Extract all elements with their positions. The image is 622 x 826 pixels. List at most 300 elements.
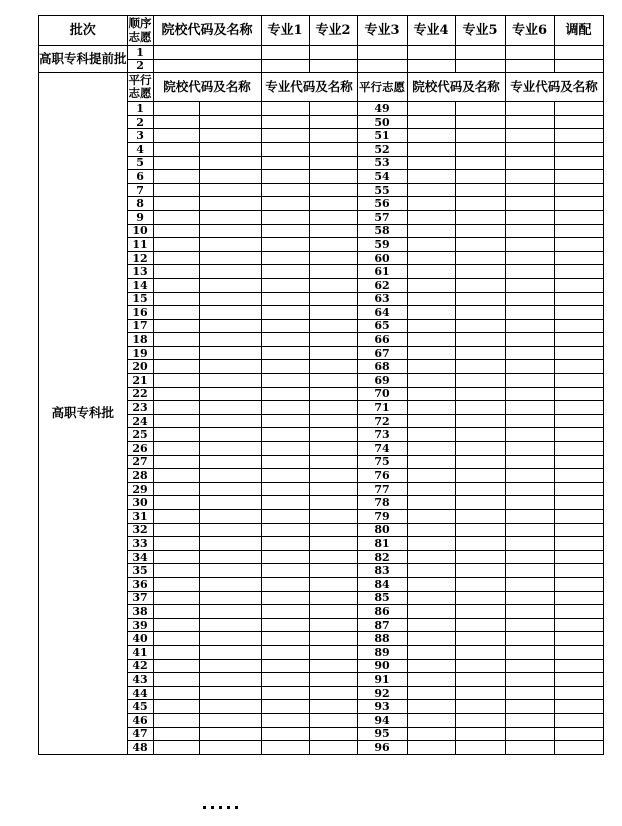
- left-major-name-cell[interactable]: [309, 673, 357, 687]
- right-school-name-cell[interactable]: [455, 469, 505, 483]
- right-school-name-cell[interactable]: [455, 401, 505, 415]
- left-major-code-cell[interactable]: [261, 387, 309, 401]
- right-school-code-cell[interactable]: [407, 374, 455, 388]
- right-school-code-cell[interactable]: [407, 605, 455, 619]
- advance-major-cell[interactable]: [309, 59, 357, 73]
- left-school-code-cell[interactable]: [153, 455, 199, 469]
- left-major-name-cell[interactable]: [309, 102, 357, 116]
- advance-major-cell[interactable]: [505, 59, 554, 73]
- left-major-name-cell[interactable]: [309, 387, 357, 401]
- right-school-name-cell[interactable]: [455, 741, 505, 755]
- left-school-name-cell[interactable]: [199, 278, 261, 292]
- left-school-name-cell[interactable]: [199, 238, 261, 252]
- right-school-name-cell[interactable]: [455, 727, 505, 741]
- right-major-name-cell[interactable]: [554, 550, 603, 564]
- right-school-name-cell[interactable]: [455, 537, 505, 551]
- left-school-code-cell[interactable]: [153, 197, 199, 211]
- left-major-name-cell[interactable]: [309, 360, 357, 374]
- left-major-code-cell[interactable]: [261, 142, 309, 156]
- right-major-name-cell[interactable]: [554, 673, 603, 687]
- right-school-code-cell[interactable]: [407, 686, 455, 700]
- left-major-name-cell[interactable]: [309, 129, 357, 143]
- right-school-name-cell[interactable]: [455, 442, 505, 456]
- left-school-code-cell[interactable]: [153, 713, 199, 727]
- left-school-name-cell[interactable]: [199, 442, 261, 456]
- left-school-code-cell[interactable]: [153, 496, 199, 510]
- left-major-code-cell[interactable]: [261, 727, 309, 741]
- left-major-code-cell[interactable]: [261, 102, 309, 116]
- right-major-code-cell[interactable]: [505, 741, 554, 755]
- left-major-name-cell[interactable]: [309, 401, 357, 415]
- right-major-name-cell[interactable]: [554, 537, 603, 551]
- left-school-name-cell[interactable]: [199, 387, 261, 401]
- right-school-name-cell[interactable]: [455, 319, 505, 333]
- left-school-name-cell[interactable]: [199, 401, 261, 415]
- left-school-code-cell[interactable]: [153, 251, 199, 265]
- right-major-code-cell[interactable]: [505, 496, 554, 510]
- left-major-code-cell[interactable]: [261, 659, 309, 673]
- left-school-name-cell[interactable]: [199, 550, 261, 564]
- left-school-code-cell[interactable]: [153, 387, 199, 401]
- right-major-name-cell[interactable]: [554, 510, 603, 524]
- left-school-code-cell[interactable]: [153, 591, 199, 605]
- advance-major-cell[interactable]: [357, 46, 407, 60]
- right-school-name-cell[interactable]: [455, 605, 505, 619]
- left-major-code-cell[interactable]: [261, 224, 309, 238]
- right-major-code-cell[interactable]: [505, 292, 554, 306]
- right-school-name-cell[interactable]: [455, 591, 505, 605]
- right-major-name-cell[interactable]: [554, 265, 603, 279]
- advance-major-cell[interactable]: [505, 46, 554, 60]
- left-major-name-cell[interactable]: [309, 115, 357, 129]
- left-major-code-cell[interactable]: [261, 632, 309, 646]
- right-major-code-cell[interactable]: [505, 713, 554, 727]
- left-major-name-cell[interactable]: [309, 659, 357, 673]
- left-major-code-cell[interactable]: [261, 183, 309, 197]
- right-school-name-cell[interactable]: [455, 102, 505, 116]
- right-major-code-cell[interactable]: [505, 577, 554, 591]
- left-school-code-cell[interactable]: [153, 564, 199, 578]
- left-major-code-cell[interactable]: [261, 292, 309, 306]
- advance-major-cell[interactable]: [455, 46, 505, 60]
- right-school-code-cell[interactable]: [407, 537, 455, 551]
- left-school-name-cell[interactable]: [199, 346, 261, 360]
- left-major-name-cell[interactable]: [309, 319, 357, 333]
- left-school-code-cell[interactable]: [153, 550, 199, 564]
- right-school-name-cell[interactable]: [455, 496, 505, 510]
- right-major-code-cell[interactable]: [505, 278, 554, 292]
- right-school-code-cell[interactable]: [407, 292, 455, 306]
- right-major-code-cell[interactable]: [505, 659, 554, 673]
- right-school-code-cell[interactable]: [407, 700, 455, 714]
- advance-major-cell[interactable]: [261, 59, 309, 73]
- left-school-name-cell[interactable]: [199, 713, 261, 727]
- right-major-name-cell[interactable]: [554, 482, 603, 496]
- left-major-code-cell[interactable]: [261, 482, 309, 496]
- right-major-code-cell[interactable]: [505, 564, 554, 578]
- right-major-name-cell[interactable]: [554, 360, 603, 374]
- left-school-code-cell[interactable]: [153, 142, 199, 156]
- right-major-name-cell[interactable]: [554, 333, 603, 347]
- right-major-code-cell[interactable]: [505, 537, 554, 551]
- right-major-name-cell[interactable]: [554, 224, 603, 238]
- right-school-code-cell[interactable]: [407, 102, 455, 116]
- left-major-code-cell[interactable]: [261, 469, 309, 483]
- left-school-name-cell[interactable]: [199, 102, 261, 116]
- left-school-name-cell[interactable]: [199, 428, 261, 442]
- left-major-name-cell[interactable]: [309, 414, 357, 428]
- right-school-name-cell[interactable]: [455, 564, 505, 578]
- left-major-name-cell[interactable]: [309, 550, 357, 564]
- left-major-code-cell[interactable]: [261, 577, 309, 591]
- left-school-code-cell[interactable]: [153, 156, 199, 170]
- left-school-code-cell[interactable]: [153, 115, 199, 129]
- right-major-code-cell[interactable]: [505, 333, 554, 347]
- right-major-name-cell[interactable]: [554, 170, 603, 184]
- right-school-code-cell[interactable]: [407, 197, 455, 211]
- right-major-code-cell[interactable]: [505, 197, 554, 211]
- left-school-code-cell[interactable]: [153, 360, 199, 374]
- advance-school-cell[interactable]: [153, 59, 261, 73]
- left-school-code-cell[interactable]: [153, 333, 199, 347]
- left-major-name-cell[interactable]: [309, 224, 357, 238]
- right-school-name-cell[interactable]: [455, 374, 505, 388]
- left-major-code-cell[interactable]: [261, 510, 309, 524]
- left-school-name-cell[interactable]: [199, 741, 261, 755]
- right-major-code-cell[interactable]: [505, 170, 554, 184]
- right-school-code-cell[interactable]: [407, 591, 455, 605]
- left-school-code-cell[interactable]: [153, 346, 199, 360]
- left-major-code-cell[interactable]: [261, 537, 309, 551]
- right-school-name-cell[interactable]: [455, 170, 505, 184]
- left-school-code-cell[interactable]: [153, 482, 199, 496]
- right-major-code-cell[interactable]: [505, 387, 554, 401]
- left-school-name-cell[interactable]: [199, 197, 261, 211]
- left-major-code-cell[interactable]: [261, 673, 309, 687]
- right-major-code-cell[interactable]: [505, 265, 554, 279]
- left-major-code-cell[interactable]: [261, 129, 309, 143]
- left-school-name-cell[interactable]: [199, 319, 261, 333]
- right-school-name-cell[interactable]: [455, 455, 505, 469]
- left-school-name-cell[interactable]: [199, 251, 261, 265]
- left-major-code-cell[interactable]: [261, 523, 309, 537]
- left-school-name-cell[interactable]: [199, 115, 261, 129]
- right-major-name-cell[interactable]: [554, 210, 603, 224]
- left-major-name-cell[interactable]: [309, 469, 357, 483]
- right-major-code-cell[interactable]: [505, 115, 554, 129]
- right-school-code-cell[interactable]: [407, 333, 455, 347]
- right-school-code-cell[interactable]: [407, 278, 455, 292]
- left-school-code-cell[interactable]: [153, 673, 199, 687]
- right-major-name-cell[interactable]: [554, 156, 603, 170]
- left-major-code-cell[interactable]: [261, 319, 309, 333]
- right-school-name-cell[interactable]: [455, 292, 505, 306]
- right-major-name-cell[interactable]: [554, 401, 603, 415]
- left-major-code-cell[interactable]: [261, 306, 309, 320]
- left-school-name-cell[interactable]: [199, 618, 261, 632]
- left-major-code-cell[interactable]: [261, 741, 309, 755]
- left-major-name-cell[interactable]: [309, 183, 357, 197]
- left-school-code-cell[interactable]: [153, 605, 199, 619]
- right-school-name-cell[interactable]: [455, 577, 505, 591]
- left-school-code-cell[interactable]: [153, 700, 199, 714]
- right-school-name-cell[interactable]: [455, 550, 505, 564]
- left-major-code-cell[interactable]: [261, 591, 309, 605]
- left-major-code-cell[interactable]: [261, 333, 309, 347]
- right-major-code-cell[interactable]: [505, 469, 554, 483]
- left-major-code-cell[interactable]: [261, 278, 309, 292]
- left-major-name-cell[interactable]: [309, 591, 357, 605]
- right-major-name-cell[interactable]: [554, 645, 603, 659]
- right-school-code-cell[interactable]: [407, 360, 455, 374]
- left-major-code-cell[interactable]: [261, 238, 309, 252]
- left-major-name-cell[interactable]: [309, 156, 357, 170]
- right-school-code-cell[interactable]: [407, 523, 455, 537]
- left-major-code-cell[interactable]: [261, 618, 309, 632]
- left-school-name-cell[interactable]: [199, 292, 261, 306]
- right-major-code-cell[interactable]: [505, 645, 554, 659]
- right-major-code-cell[interactable]: [505, 550, 554, 564]
- left-major-name-cell[interactable]: [309, 537, 357, 551]
- left-major-code-cell[interactable]: [261, 564, 309, 578]
- right-major-code-cell[interactable]: [505, 156, 554, 170]
- left-school-name-cell[interactable]: [199, 632, 261, 646]
- right-school-name-cell[interactable]: [455, 197, 505, 211]
- right-school-code-cell[interactable]: [407, 564, 455, 578]
- advance-major-cell[interactable]: [261, 46, 309, 60]
- left-major-code-cell[interactable]: [261, 170, 309, 184]
- right-major-code-cell[interactable]: [505, 455, 554, 469]
- left-major-name-cell[interactable]: [309, 278, 357, 292]
- right-school-name-cell[interactable]: [455, 523, 505, 537]
- left-major-name-cell[interactable]: [309, 645, 357, 659]
- left-major-name-cell[interactable]: [309, 197, 357, 211]
- left-school-name-cell[interactable]: [199, 482, 261, 496]
- right-major-code-cell[interactable]: [505, 129, 554, 143]
- right-major-name-cell[interactable]: [554, 428, 603, 442]
- left-major-name-cell[interactable]: [309, 455, 357, 469]
- left-major-name-cell[interactable]: [309, 306, 357, 320]
- right-major-name-cell[interactable]: [554, 713, 603, 727]
- left-school-code-cell[interactable]: [153, 523, 199, 537]
- right-school-name-cell[interactable]: [455, 278, 505, 292]
- left-major-name-cell[interactable]: [309, 577, 357, 591]
- left-school-name-cell[interactable]: [199, 156, 261, 170]
- right-major-code-cell[interactable]: [505, 673, 554, 687]
- right-major-name-cell[interactable]: [554, 659, 603, 673]
- left-major-code-cell[interactable]: [261, 414, 309, 428]
- right-school-name-cell[interactable]: [455, 414, 505, 428]
- left-major-name-cell[interactable]: [309, 374, 357, 388]
- right-school-code-cell[interactable]: [407, 319, 455, 333]
- right-school-code-cell[interactable]: [407, 142, 455, 156]
- left-major-code-cell[interactable]: [261, 115, 309, 129]
- right-major-name-cell[interactable]: [554, 374, 603, 388]
- right-school-name-cell[interactable]: [455, 618, 505, 632]
- right-major-name-cell[interactable]: [554, 564, 603, 578]
- left-major-name-cell[interactable]: [309, 564, 357, 578]
- right-school-code-cell[interactable]: [407, 414, 455, 428]
- right-school-code-cell[interactable]: [407, 442, 455, 456]
- right-major-name-cell[interactable]: [554, 306, 603, 320]
- left-school-name-cell[interactable]: [199, 686, 261, 700]
- right-major-code-cell[interactable]: [505, 102, 554, 116]
- left-major-code-cell[interactable]: [261, 496, 309, 510]
- left-school-code-cell[interactable]: [153, 618, 199, 632]
- right-school-code-cell[interactable]: [407, 238, 455, 252]
- left-school-code-cell[interactable]: [153, 292, 199, 306]
- left-major-code-cell[interactable]: [261, 645, 309, 659]
- advance-school-cell[interactable]: [153, 46, 261, 60]
- right-school-name-cell[interactable]: [455, 387, 505, 401]
- right-major-code-cell[interactable]: [505, 319, 554, 333]
- advance-major-cell[interactable]: [407, 59, 455, 73]
- right-school-code-cell[interactable]: [407, 170, 455, 184]
- left-school-code-cell[interactable]: [153, 645, 199, 659]
- right-major-name-cell[interactable]: [554, 414, 603, 428]
- right-major-code-cell[interactable]: [505, 142, 554, 156]
- right-school-name-cell[interactable]: [455, 360, 505, 374]
- left-school-name-cell[interactable]: [199, 727, 261, 741]
- right-major-code-cell[interactable]: [505, 374, 554, 388]
- right-major-name-cell[interactable]: [554, 238, 603, 252]
- left-school-code-cell[interactable]: [153, 238, 199, 252]
- left-major-name-cell[interactable]: [309, 700, 357, 714]
- right-major-name-cell[interactable]: [554, 577, 603, 591]
- right-school-name-cell[interactable]: [455, 713, 505, 727]
- left-school-code-cell[interactable]: [153, 632, 199, 646]
- left-school-name-cell[interactable]: [199, 142, 261, 156]
- left-school-code-cell[interactable]: [153, 537, 199, 551]
- left-school-name-cell[interactable]: [199, 659, 261, 673]
- left-school-name-cell[interactable]: [199, 605, 261, 619]
- right-major-code-cell[interactable]: [505, 482, 554, 496]
- right-major-name-cell[interactable]: [554, 142, 603, 156]
- right-school-name-cell[interactable]: [455, 333, 505, 347]
- right-major-code-cell[interactable]: [505, 238, 554, 252]
- left-school-code-cell[interactable]: [153, 686, 199, 700]
- left-major-code-cell[interactable]: [261, 605, 309, 619]
- right-school-name-cell[interactable]: [455, 183, 505, 197]
- right-school-code-cell[interactable]: [407, 673, 455, 687]
- left-school-name-cell[interactable]: [199, 183, 261, 197]
- left-school-code-cell[interactable]: [153, 727, 199, 741]
- left-school-code-cell[interactable]: [153, 469, 199, 483]
- left-school-code-cell[interactable]: [153, 170, 199, 184]
- right-major-name-cell[interactable]: [554, 686, 603, 700]
- left-major-name-cell[interactable]: [309, 496, 357, 510]
- left-school-name-cell[interactable]: [199, 265, 261, 279]
- right-major-code-cell[interactable]: [505, 224, 554, 238]
- left-school-name-cell[interactable]: [199, 374, 261, 388]
- left-major-code-cell[interactable]: [261, 550, 309, 564]
- left-school-name-cell[interactable]: [199, 496, 261, 510]
- left-major-name-cell[interactable]: [309, 442, 357, 456]
- left-major-name-cell[interactable]: [309, 170, 357, 184]
- left-school-code-cell[interactable]: [153, 442, 199, 456]
- left-major-code-cell[interactable]: [261, 455, 309, 469]
- left-major-code-cell[interactable]: [261, 428, 309, 442]
- left-major-name-cell[interactable]: [309, 292, 357, 306]
- right-school-code-cell[interactable]: [407, 469, 455, 483]
- right-major-code-cell[interactable]: [505, 401, 554, 415]
- left-school-code-cell[interactable]: [153, 414, 199, 428]
- right-major-code-cell[interactable]: [505, 605, 554, 619]
- left-school-code-cell[interactable]: [153, 319, 199, 333]
- left-school-name-cell[interactable]: [199, 129, 261, 143]
- left-school-name-cell[interactable]: [199, 537, 261, 551]
- right-school-name-cell[interactable]: [455, 482, 505, 496]
- left-school-code-cell[interactable]: [153, 129, 199, 143]
- right-school-code-cell[interactable]: [407, 577, 455, 591]
- right-school-name-cell[interactable]: [455, 632, 505, 646]
- right-school-code-cell[interactable]: [407, 428, 455, 442]
- right-school-name-cell[interactable]: [455, 306, 505, 320]
- left-major-code-cell[interactable]: [261, 346, 309, 360]
- right-major-name-cell[interactable]: [554, 102, 603, 116]
- left-major-code-cell[interactable]: [261, 197, 309, 211]
- right-major-name-cell[interactable]: [554, 496, 603, 510]
- left-school-name-cell[interactable]: [199, 224, 261, 238]
- right-major-name-cell[interactable]: [554, 319, 603, 333]
- right-school-name-cell[interactable]: [455, 428, 505, 442]
- right-major-name-cell[interactable]: [554, 632, 603, 646]
- right-major-name-cell[interactable]: [554, 387, 603, 401]
- right-major-name-cell[interactable]: [554, 591, 603, 605]
- left-major-name-cell[interactable]: [309, 238, 357, 252]
- left-school-name-cell[interactable]: [199, 455, 261, 469]
- right-school-code-cell[interactable]: [407, 183, 455, 197]
- left-major-name-cell[interactable]: [309, 632, 357, 646]
- left-school-name-cell[interactable]: [199, 523, 261, 537]
- right-major-name-cell[interactable]: [554, 115, 603, 129]
- right-major-code-cell[interactable]: [505, 346, 554, 360]
- right-major-code-cell[interactable]: [505, 251, 554, 265]
- right-major-code-cell[interactable]: [505, 442, 554, 456]
- right-school-name-cell[interactable]: [455, 659, 505, 673]
- right-school-code-cell[interactable]: [407, 115, 455, 129]
- left-school-code-cell[interactable]: [153, 183, 199, 197]
- left-major-code-cell[interactable]: [261, 374, 309, 388]
- right-major-code-cell[interactable]: [505, 686, 554, 700]
- left-school-name-cell[interactable]: [199, 333, 261, 347]
- right-school-code-cell[interactable]: [407, 741, 455, 755]
- right-school-code-cell[interactable]: [407, 387, 455, 401]
- right-school-code-cell[interactable]: [407, 156, 455, 170]
- right-major-name-cell[interactable]: [554, 741, 603, 755]
- right-major-name-cell[interactable]: [554, 455, 603, 469]
- left-school-name-cell[interactable]: [199, 591, 261, 605]
- left-major-name-cell[interactable]: [309, 741, 357, 755]
- right-major-name-cell[interactable]: [554, 523, 603, 537]
- right-major-name-cell[interactable]: [554, 727, 603, 741]
- right-major-name-cell[interactable]: [554, 197, 603, 211]
- right-school-code-cell[interactable]: [407, 550, 455, 564]
- left-school-code-cell[interactable]: [153, 428, 199, 442]
- right-school-name-cell[interactable]: [455, 156, 505, 170]
- right-major-name-cell[interactable]: [554, 700, 603, 714]
- right-major-name-cell[interactable]: [554, 618, 603, 632]
- right-school-code-cell[interactable]: [407, 482, 455, 496]
- right-major-code-cell[interactable]: [505, 591, 554, 605]
- left-school-name-cell[interactable]: [199, 170, 261, 184]
- right-school-name-cell[interactable]: [455, 265, 505, 279]
- left-school-code-cell[interactable]: [153, 659, 199, 673]
- right-school-code-cell[interactable]: [407, 265, 455, 279]
- left-school-name-cell[interactable]: [199, 210, 261, 224]
- left-school-code-cell[interactable]: [153, 510, 199, 524]
- left-major-code-cell[interactable]: [261, 265, 309, 279]
